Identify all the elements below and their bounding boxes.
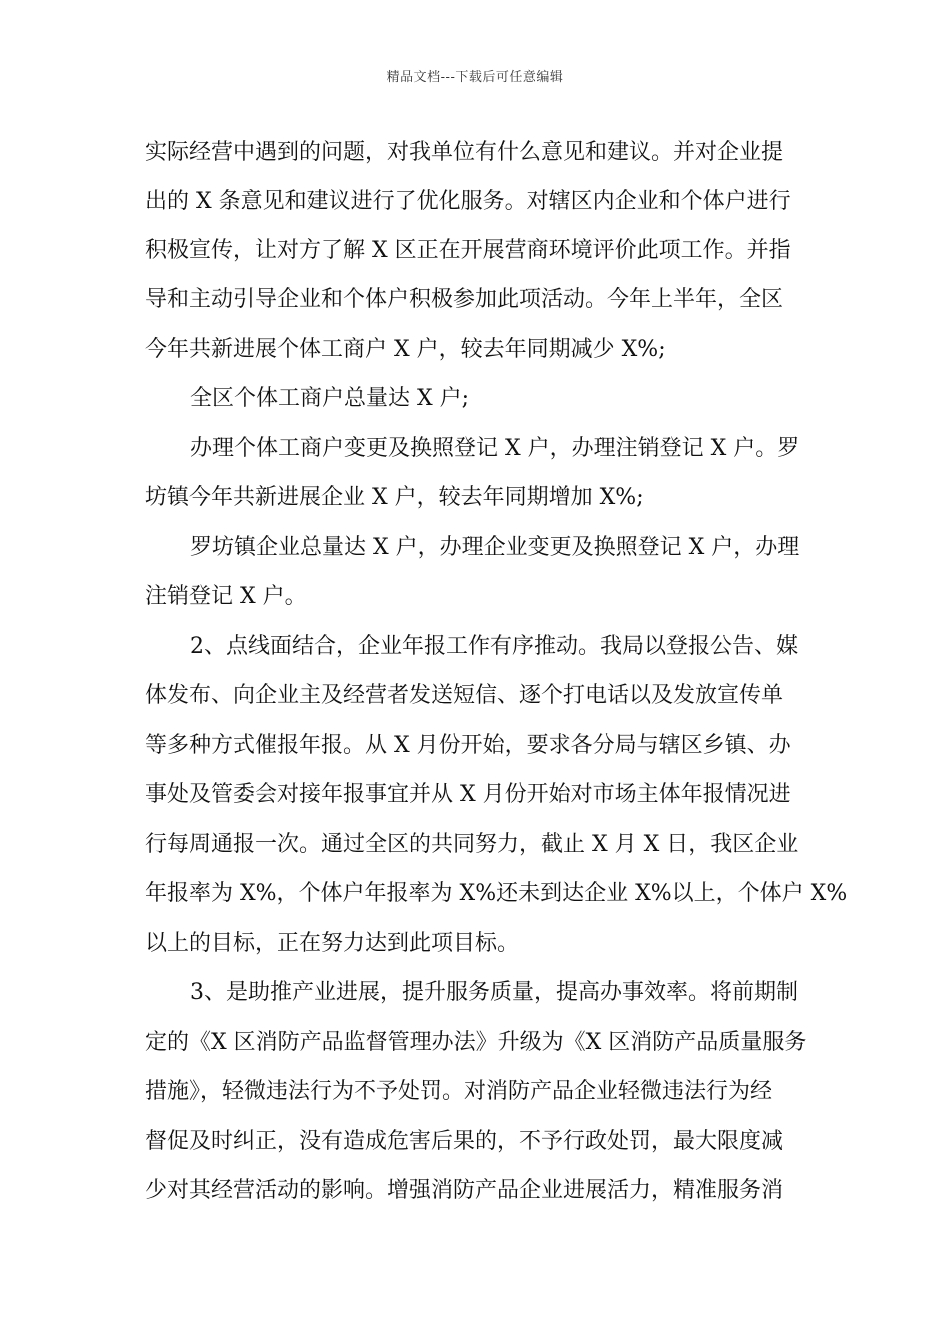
page-header: 精品文档---下载后可任意编辑	[386, 70, 564, 85]
text-line: 3、是助推产业进展，提升服务质量，提高办事效率。将前期制	[190, 980, 798, 1005]
text-line: 注销登记 X 户。	[145, 584, 307, 609]
text-line: 今年共新进展个体工商户 X 户，较去年同期减少 X%;	[145, 337, 666, 362]
text-line: 督促及时纠正，没有造成危害后果的，不予行政处罚，最大限度减	[145, 1129, 784, 1154]
text-line: 坊镇今年共新进展企业 X 户，较去年同期增加 X%;	[145, 485, 644, 510]
text-line: 积极宣传，让对方了解 X 区正在开展营商环境评价此项工作。并指	[145, 238, 791, 263]
text-line: 事处及管委会对接年报事宜并从 X 月份开始对市场主体年报情况进	[145, 782, 791, 807]
text-line: 措施》，轻微违法行为不予处罚。对消防产品企业轻微违法行为经	[145, 1079, 773, 1104]
text-line: 定的《X 区消防产品监督管理办法》升级为《X 区消防产品质量服务	[145, 1030, 807, 1055]
text-line: 体发布、向企业主及经营者发送短信、逐个打电话以及发放宣传单	[145, 683, 784, 708]
text-line: 全区个体工商户总量达 X 户;	[190, 386, 470, 411]
text-line: 以上的目标，正在努力达到此项目标。	[145, 931, 520, 956]
text-line: 出的 X 条意见和建议进行了优化服务。对辖区内企业和个体户进行	[145, 189, 791, 214]
text-line: 等多种方式催报年报。从 X 月份开始，要求各分局与辖区乡镇、办	[145, 733, 791, 758]
text-line: 行每周通报一次。通过全区的共同努力，截止 X 月 X 日，我区企业	[145, 832, 799, 857]
text-line: 实际经营中遇到的问题，对我单位有什么意见和建议。并对企业提	[145, 140, 784, 165]
text-line: 少对其经营活动的影响。增强消防产品企业进展活力，精准服务消	[145, 1178, 784, 1203]
text-line: 2、点线面结合，企业年报工作有序推动。我局以登报公告、媒	[190, 634, 798, 659]
text-line: 办理个体工商户变更及换照登记 X 户，办理注销登记 X 户。罗	[190, 436, 800, 461]
text-line: 年报率为 X%，个体户年报率为 X%还未到达企业 X%以上，个体户 X%	[145, 881, 848, 906]
text-line: 罗坊镇企业总量达 X 户，办理企业变更及换照登记 X 户，办理	[190, 535, 800, 560]
text-line: 导和主动引导企业和个体户积极参加此项活动。今年上半年，全区	[145, 287, 784, 312]
